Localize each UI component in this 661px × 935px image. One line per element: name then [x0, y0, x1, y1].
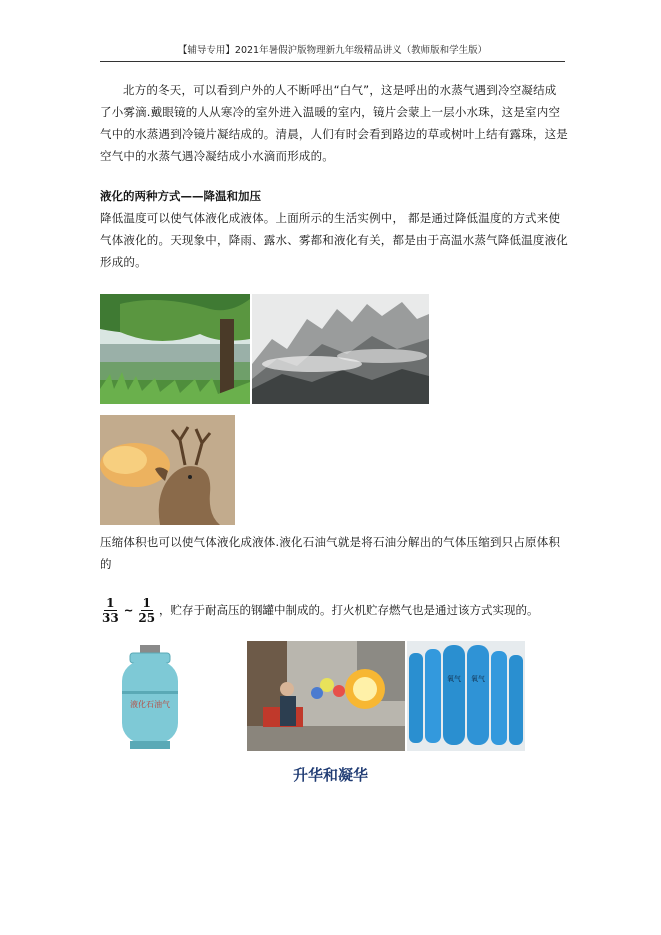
paragraph-white-vapor: 北方的冬天，可以看到户外的人不断呼出“白气”，这是呼出的水蒸气遇到冷空凝结成了小雾滴.戴眼镜的人从寒冷的室外进入温暖的室内，镜片会蒙上一层小水珠，这是室内空气中的水蒸遇到冷镜片凝结成的。清晨，人们有时会看到路边的草或树叶上结有露珠，这是空气中的水蒸气遇冷凝结成小水滴而形成的。 — [100, 83, 568, 163]
fraction-1-25 — [136, 596, 157, 625]
page-header: 【辅导专用】2021年暑假沪版物理新九年级精品讲义（教师版和学生版） — [177, 45, 488, 56]
tilde-symbol: ~ — [123, 603, 134, 617]
misty-mountains-image — [252, 294, 429, 404]
lpg-tank-label: 液化石油气 — [130, 700, 170, 709]
deer-breath-image — [100, 415, 235, 525]
fraction-numerator: 1 — [142, 595, 151, 610]
oxygen-cylinders-image — [407, 641, 525, 751]
cylinder-label-left: 氧气 — [447, 675, 461, 683]
paragraph-compression: 压缩体积也可以使气体液化成液体.液化石油气就是将石油分解出的气体压缩到只占原体积的 — [100, 535, 561, 571]
fraction-numerator: 1 — [106, 595, 115, 610]
fraction-1-33 — [100, 596, 121, 625]
heading-liquefaction-methods: 液化的两种方式——降温和加压 — [100, 189, 261, 203]
lake-tree-image — [100, 294, 250, 404]
cylinder-label-right: 氧气 — [471, 675, 485, 683]
lpg-tank-image — [100, 641, 200, 751]
fraction-sentence-rest: ，贮存于耐高压的钢罐中制成的。打火机贮存燃气也是通过该方式实现的。 — [159, 603, 539, 617]
paragraph-cooling: 降低温度可以使气体液化成液体。上面所示的生活实例中， 都是通过降低温度的方式来使气体液化的。天现象中，降雨、露水、雾都和液化有关，都是由于高温水蒸气降低温度液化形成的。 — [100, 211, 568, 269]
header-rule — [100, 61, 565, 62]
fraction-sentence — [100, 590, 539, 630]
fraction-denominator: 25 — [138, 610, 156, 625]
fire-demo-image — [247, 641, 405, 751]
fraction-denominator: 33 — [102, 610, 119, 625]
section-title-sublimation: 升华和凝华 — [292, 766, 368, 784]
